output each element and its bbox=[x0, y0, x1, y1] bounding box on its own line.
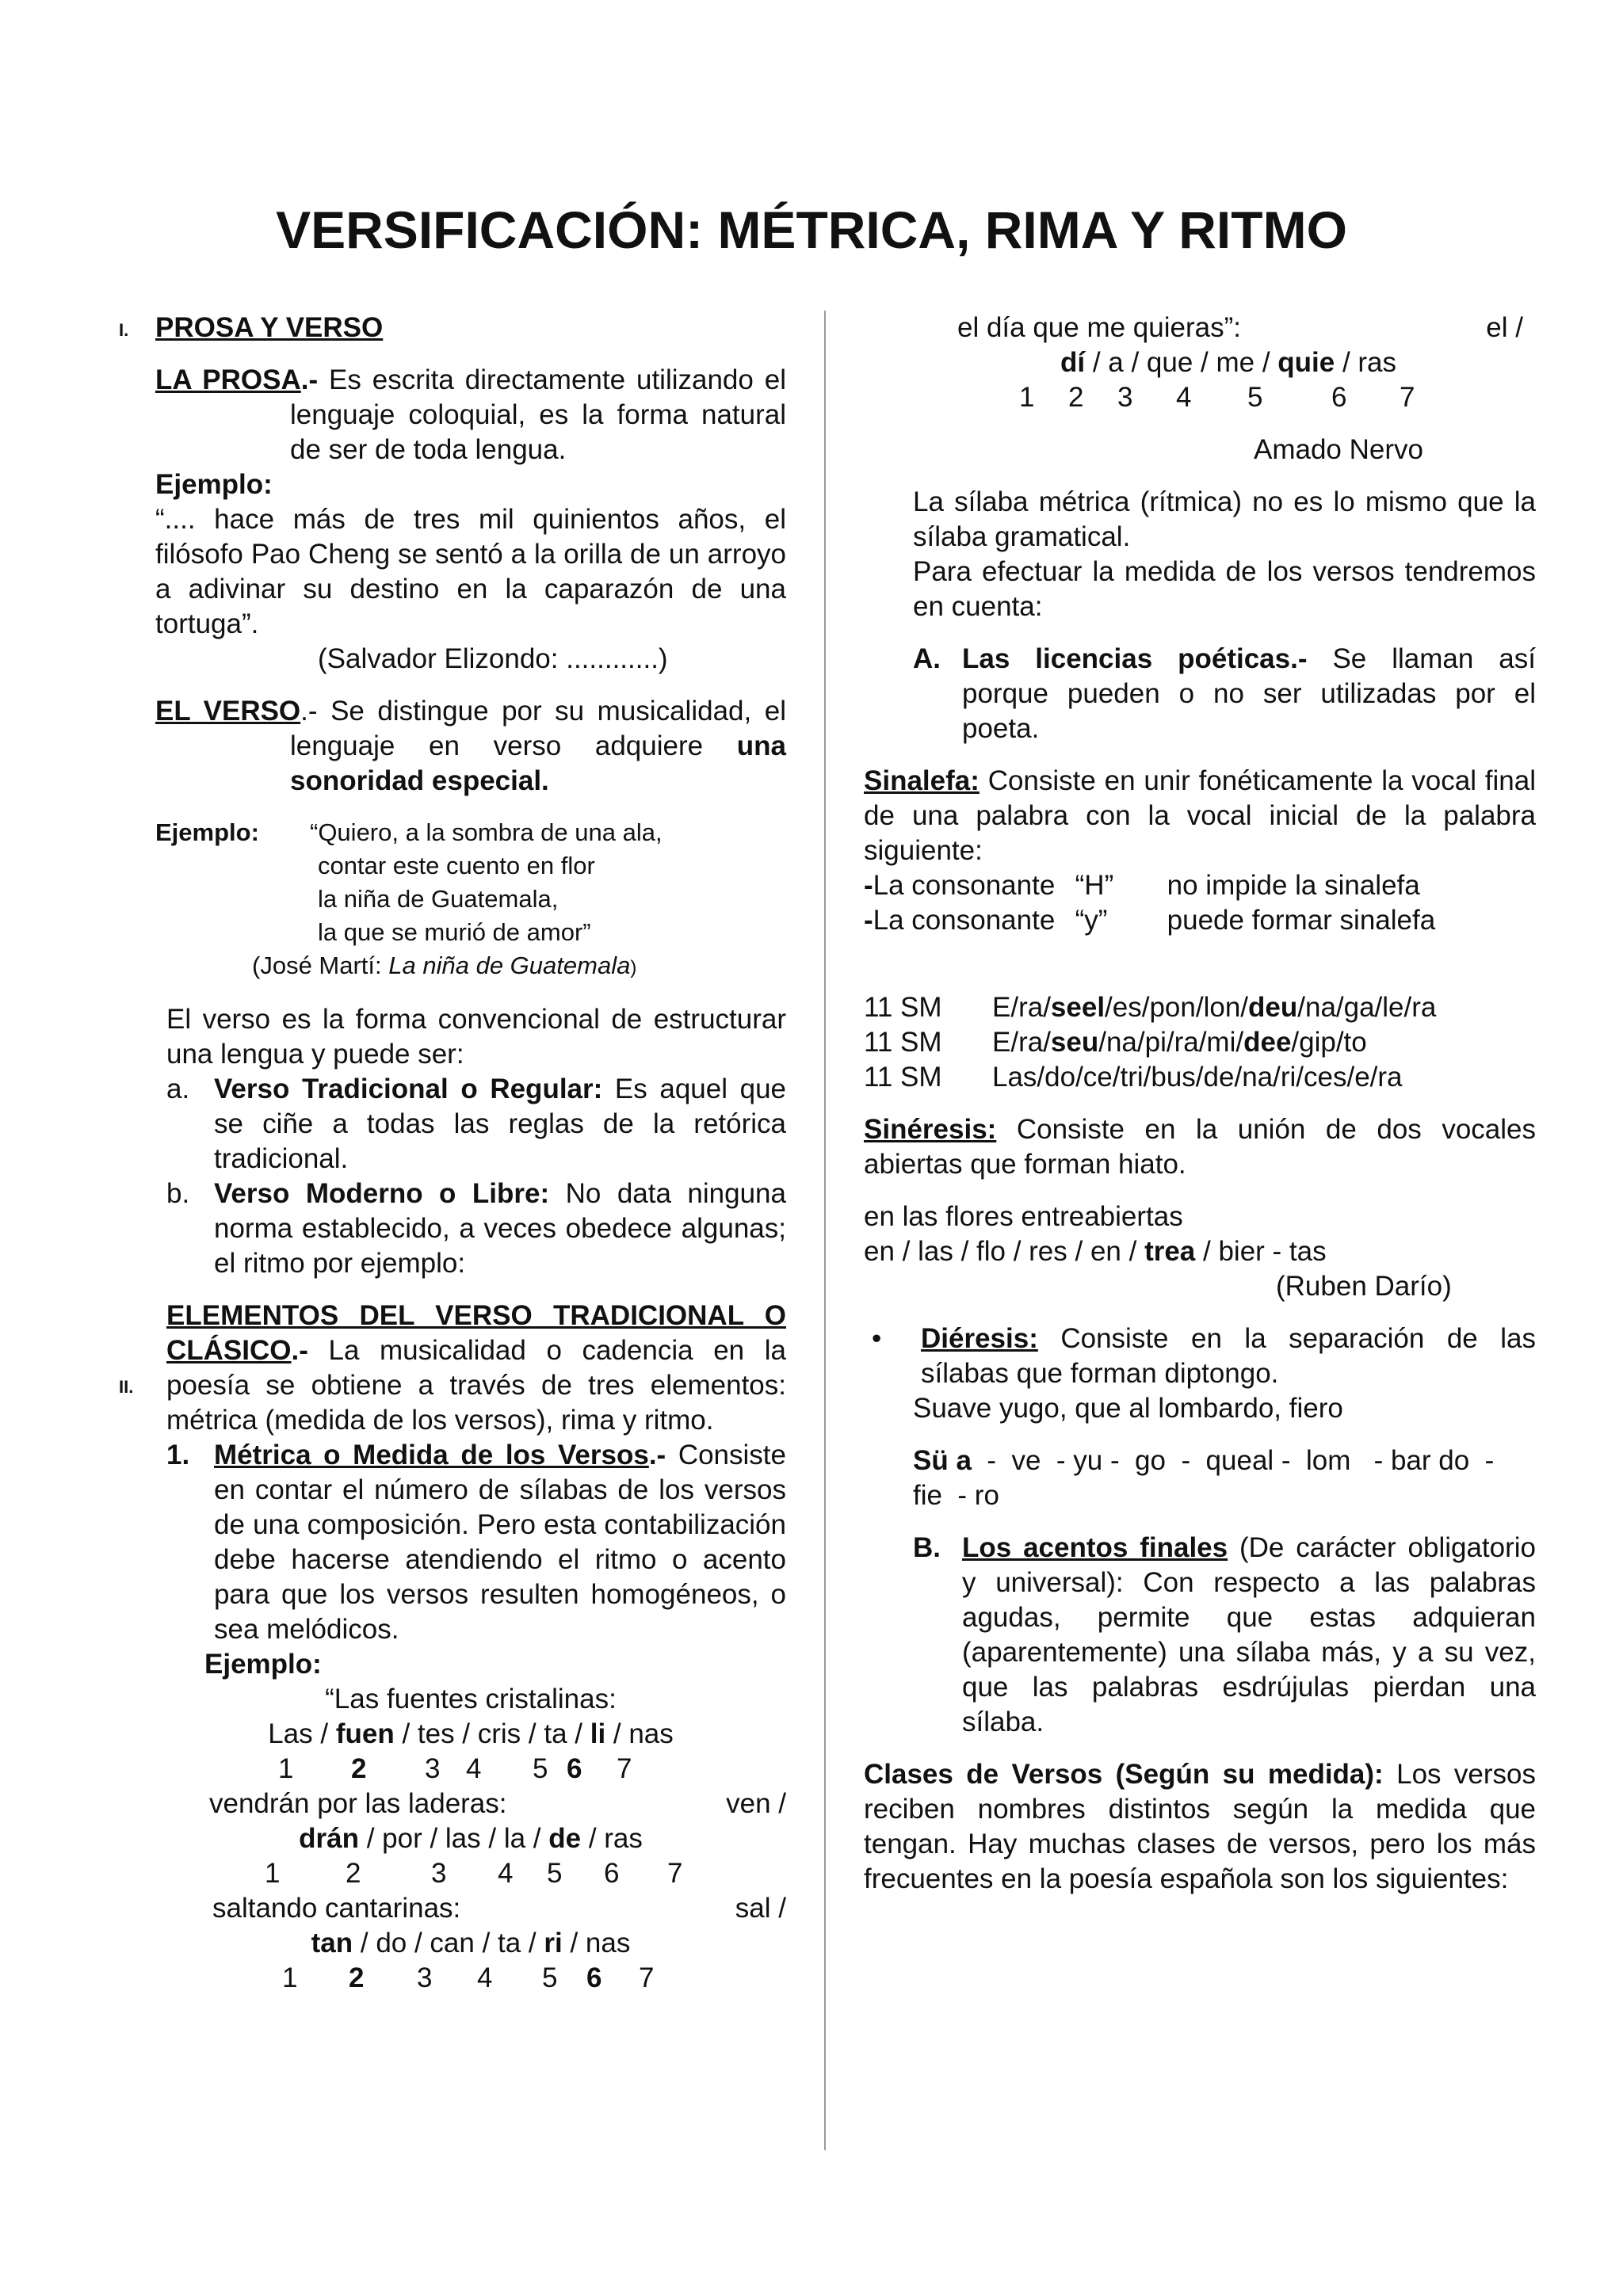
syl-stressed: quie bbox=[1277, 347, 1335, 378]
syl-stressed: Sü a bbox=[913, 1445, 972, 1476]
ex-line-1: “Las fuentes cristalinas: bbox=[325, 1684, 617, 1714]
section-1-roman: I. bbox=[119, 320, 129, 340]
ex-syllables-3 bbox=[155, 1926, 786, 1961]
bullet-icon: • bbox=[872, 1323, 882, 1354]
cont-author: Amado Nervo bbox=[1254, 434, 1423, 465]
item-A-text: Se llaman así porque pueden o no ser utilizadas por el poeta. bbox=[962, 643, 1536, 744]
num: 5 bbox=[533, 1753, 548, 1784]
sm-line-3 bbox=[864, 1060, 1536, 1095]
cons2-label: La consonante bbox=[873, 905, 1056, 936]
ex-line-2-row bbox=[155, 1787, 786, 1821]
item-1-text: Consiste en contar el número de sílabas de los versos de una composición. Pero esta contabilización debe hacerse atendiendo el ritmo o acento para que los versos resulten homogéneos, o sea melódicos. bbox=[214, 1440, 786, 1645]
medida-text: Para efectuar la medida de los versos tendremos en cuenta: bbox=[913, 556, 1536, 622]
syl-stressed: de bbox=[548, 1823, 582, 1854]
section-2-heading: ELEMENTOS DEL VERSO TRADICIONAL O CLÁSICO bbox=[166, 1300, 786, 1366]
syl: / tes / cris / ta / bbox=[394, 1718, 590, 1749]
sinalefa-text: Consiste en unir fonéticamente la vocal final de una palabra con la vocal inicial de la palabra siguiente: bbox=[864, 765, 1536, 866]
clases-text: Los versos reciben nombres distintos según la medida que tengan. Hay muchas clases de versos, pero los más frecuentes en la poesía española son los siguientes: bbox=[864, 1759, 1536, 1894]
syl: / a / que / me / bbox=[1085, 347, 1278, 378]
num: 4 bbox=[477, 1962, 493, 1993]
item-b-text: No data ninguna norma establecido, a veces obedece algunas; el ritmo por ejemplo: bbox=[214, 1178, 786, 1279]
cont-line-tail: el / bbox=[1486, 312, 1523, 343]
item-b-marker: b. bbox=[166, 1178, 190, 1209]
metric-example bbox=[155, 1682, 786, 1996]
cons2-text: puede formar sinalefa bbox=[1167, 905, 1436, 936]
num: 5 bbox=[542, 1962, 558, 1993]
num: 5 bbox=[1247, 382, 1263, 413]
num: 4 bbox=[498, 1858, 514, 1889]
sm-label: 11 SM bbox=[864, 1027, 942, 1058]
silaba-text: La sílaba métrica (rítmica) no es lo mismo que la sílaba gramatical. bbox=[913, 486, 1536, 552]
prosa-label: LA PROSA bbox=[155, 364, 301, 395]
dieresis-text: Consiste en la separación de las sílabas que forman diptongo. bbox=[921, 1323, 1536, 1389]
sineresis-label: Sinéresis: bbox=[864, 1114, 997, 1145]
poem-line-2: contar este cuento en flor bbox=[318, 852, 595, 879]
syl: Las / bbox=[268, 1718, 336, 1749]
verso-text: .- Se distingue por su musicalidad, el lenguaje en verso adquiere bbox=[290, 696, 786, 761]
cons2-letter: “y” bbox=[1075, 905, 1108, 936]
syl-stressed: dee bbox=[1243, 1027, 1292, 1058]
item-b bbox=[166, 1177, 786, 1281]
ejemplo-1-label: Ejemplo: bbox=[155, 469, 273, 500]
syl-stressed: tan bbox=[311, 1928, 353, 1958]
num: 7 bbox=[1400, 382, 1415, 413]
item-1-marker: 1. bbox=[166, 1440, 190, 1470]
num: 7 bbox=[667, 1858, 683, 1889]
consonant-h bbox=[864, 868, 1536, 903]
poem-line-4: la que se murió de amor” bbox=[318, 918, 591, 946]
num: 3 bbox=[1117, 382, 1133, 413]
suave-line: Suave yugo, que al lombardo, fiero bbox=[913, 1393, 1343, 1424]
item-a-bold: Verso Tradicional o Regular: bbox=[214, 1074, 603, 1104]
num-stressed: 6 bbox=[586, 1962, 602, 1993]
item-A-bold: Las licencias poéticas.- bbox=[962, 643, 1308, 674]
cons1-text: no impide la sinalefa bbox=[1167, 870, 1420, 901]
verso-bold: una sonoridad especial. bbox=[290, 730, 786, 796]
num-stressed: 2 bbox=[349, 1962, 365, 1993]
syl: E/ra/ bbox=[992, 992, 1051, 1023]
syl-stressed: dí bbox=[1060, 347, 1086, 378]
poem-line-3: la niña de Guatemala, bbox=[318, 885, 559, 913]
ejemplo-2-label: Ejemplo: bbox=[155, 818, 259, 846]
poem-author-title: La niña de Guatemala bbox=[388, 952, 631, 979]
syl-stressed: seu bbox=[1050, 1027, 1099, 1058]
cons1-letter: “H” bbox=[1075, 870, 1114, 901]
num: 4 bbox=[1176, 382, 1192, 413]
ex-numbers-1 bbox=[155, 1752, 786, 1787]
verso-label: EL VERSO bbox=[155, 696, 301, 727]
syl: / ras bbox=[1335, 347, 1397, 378]
syl-stressed: deu bbox=[1248, 992, 1298, 1023]
poem-author-a: (José Martí: bbox=[252, 952, 389, 979]
ex-syllables-1 bbox=[155, 1717, 786, 1752]
num-stressed: 6 bbox=[567, 1753, 582, 1784]
syl-stressed: li bbox=[590, 1718, 606, 1749]
ex-line-3: saltando cantarinas: bbox=[212, 1893, 461, 1924]
syl: - ve - yu - go - queal - lom - bar do - fie - ro bbox=[913, 1445, 1510, 1511]
prosa-definition bbox=[155, 363, 786, 467]
num: 1 bbox=[282, 1962, 298, 1993]
sinalefa-paragraph bbox=[864, 764, 1536, 868]
cont-line-row bbox=[864, 311, 1536, 345]
sinalefa-label: Sinalefa: bbox=[864, 765, 980, 796]
cons2-dash: - bbox=[864, 905, 873, 936]
syl-stressed: seel bbox=[1050, 992, 1106, 1023]
dieresis-label: Diéresis: bbox=[921, 1323, 1038, 1354]
num: 3 bbox=[431, 1858, 447, 1889]
clases-paragraph bbox=[864, 1757, 1536, 1897]
sm3-syllables: Las/do/ce/tri/bus/de/na/ri/ces/e/ra bbox=[992, 1062, 1403, 1093]
syl: / nas bbox=[562, 1928, 631, 1958]
sm-label: 11 SM bbox=[864, 992, 942, 1023]
consonant-y bbox=[864, 903, 1536, 938]
cons1-dash: - bbox=[864, 870, 873, 901]
section-2-text: La musicalidad o cadencia en la poesía se obtiene a través de tres elementos: métrica (medida de los versos), rima y ritmo. bbox=[166, 1335, 786, 1436]
num: 1 bbox=[278, 1753, 294, 1784]
verso-intro: El verso es la forma convencional de estructurar una lengua y puede ser: bbox=[166, 1004, 786, 1070]
ejemplo-3-label: Ejemplo: bbox=[204, 1649, 322, 1680]
num: 5 bbox=[547, 1858, 563, 1889]
syl: /na/pi/ra/mi/ bbox=[1098, 1027, 1244, 1058]
sm-line-1 bbox=[864, 990, 1536, 1025]
section-1-heading: PROSA Y VERSO bbox=[155, 312, 384, 343]
item-A-marker: A. bbox=[913, 643, 941, 674]
item-B-text: (De carácter obligatorio y universal): Con respecto a las palabras agudas, permite que estas adquieran (aparentemente) una sílaba más, y a su vez, que las palabras esdrújulas pierdan una sílaba. bbox=[962, 1532, 1537, 1737]
ex-line-3-row bbox=[155, 1891, 786, 1926]
ex-line-2: vendrán por las laderas: bbox=[209, 1788, 507, 1819]
cont-syllables bbox=[864, 345, 1536, 380]
num: 7 bbox=[639, 1962, 655, 1993]
clases-bold: Clases de Versos (Según su medida): bbox=[864, 1759, 1384, 1790]
item-B-marker: B. bbox=[913, 1532, 941, 1563]
flores-syllables bbox=[864, 1234, 1536, 1269]
syl: /na/ga/le/ra bbox=[1297, 992, 1437, 1023]
verso-definition bbox=[155, 694, 786, 799]
syl: E/ra/ bbox=[992, 1027, 1051, 1058]
num: 1 bbox=[1019, 382, 1035, 413]
poem-line-1: “Quiero, a la sombra de una ala, bbox=[310, 818, 663, 846]
prosa-quote-author: (Salvador Elizondo: ............) bbox=[318, 643, 668, 674]
item-1-title: Métrica o Medida de los Versos bbox=[214, 1440, 649, 1470]
syl: / do / can / ta / bbox=[353, 1928, 544, 1958]
section-2-paragraph bbox=[166, 1299, 786, 1438]
item-B-label: Los acentos finales bbox=[962, 1532, 1228, 1563]
cont-numbers bbox=[864, 380, 1536, 415]
syl-stressed: drán bbox=[299, 1823, 359, 1854]
poem-author-c: ) bbox=[630, 957, 637, 978]
ex-syllables-2 bbox=[155, 1821, 786, 1856]
prosa-sep: .- bbox=[300, 364, 319, 395]
syl: / por / las / la / bbox=[358, 1823, 549, 1854]
num: 2 bbox=[346, 1858, 361, 1889]
sineresis-text: Consiste en la unión de dos vocales abiertas que forman hiato. bbox=[864, 1114, 1536, 1180]
num-stressed: 2 bbox=[351, 1753, 367, 1784]
syl: /gip/to bbox=[1291, 1027, 1367, 1058]
item-B bbox=[913, 1531, 1536, 1740]
item-1-sep: .- bbox=[648, 1440, 666, 1470]
num: 6 bbox=[604, 1858, 620, 1889]
syl: / bier - tas bbox=[1195, 1236, 1327, 1267]
syl: / ras bbox=[581, 1823, 643, 1854]
verso-example bbox=[155, 816, 786, 985]
num: 7 bbox=[617, 1753, 632, 1784]
num: 1 bbox=[265, 1858, 281, 1889]
column-divider bbox=[824, 311, 826, 2150]
flores-line: en las flores entreabiertas bbox=[864, 1201, 1183, 1232]
ex-numbers-2 bbox=[155, 1856, 786, 1891]
sineresis-paragraph bbox=[864, 1112, 1536, 1182]
syl-stressed: trea bbox=[1144, 1236, 1196, 1267]
num: 4 bbox=[466, 1753, 482, 1784]
page-title: VERSIFICACIÓN: MÉTRICA, RIMA Y RITMO bbox=[276, 200, 1347, 259]
section-2-roman: II. bbox=[119, 1377, 134, 1397]
right-column bbox=[864, 311, 1536, 1897]
dieresis-item bbox=[864, 1322, 1536, 1391]
num: 3 bbox=[425, 1753, 441, 1784]
ex-line-2-tail: ven / bbox=[726, 1788, 786, 1819]
syl: / nas bbox=[605, 1718, 674, 1749]
section-2-sep: .- bbox=[291, 1335, 308, 1366]
flores-author: (Ruben Darío) bbox=[1276, 1271, 1452, 1302]
syl: en / las / flo / res / en / bbox=[864, 1236, 1145, 1267]
item-b-bold: Verso Moderno o Libre: bbox=[214, 1178, 550, 1209]
ex-numbers-3 bbox=[155, 1961, 786, 1996]
left-column bbox=[155, 311, 786, 1996]
syl-stressed: fuen bbox=[335, 1718, 395, 1749]
item-1 bbox=[166, 1438, 786, 1647]
num: 2 bbox=[1068, 382, 1084, 413]
prosa-text: Es escrita directamente utilizando el lenguaje coloquial, es la forma natural de ser de toda lengua. bbox=[290, 364, 787, 465]
cont-line: el día que me quieras”: bbox=[957, 312, 1241, 343]
num: 6 bbox=[1331, 382, 1347, 413]
item-a-marker: a. bbox=[166, 1074, 190, 1104]
cons1-label: La consonante bbox=[873, 870, 1056, 901]
sm-label: 11 SM bbox=[864, 1062, 942, 1093]
item-a bbox=[166, 1072, 786, 1177]
item-a-text: Es aquel que se ciñe a todas las reglas de la retórica tradicional. bbox=[214, 1074, 786, 1174]
suave-syllables bbox=[864, 1444, 1536, 1513]
poem-author bbox=[155, 949, 786, 985]
syl: /es/pon/lon/ bbox=[1105, 992, 1249, 1023]
sm-line-2 bbox=[864, 1025, 1536, 1060]
prosa-quote: “.... hace más de tres mil quinientos años, el filósofo Pao Cheng se sentó a la orilla de un arroyo a adivinar su destino en la caparazón de una tortuga”. bbox=[155, 504, 786, 639]
syl-stressed: ri bbox=[544, 1928, 563, 1958]
ex-line-3-tail: sal / bbox=[735, 1893, 786, 1924]
item-A bbox=[913, 642, 1536, 746]
num: 3 bbox=[417, 1962, 433, 1993]
